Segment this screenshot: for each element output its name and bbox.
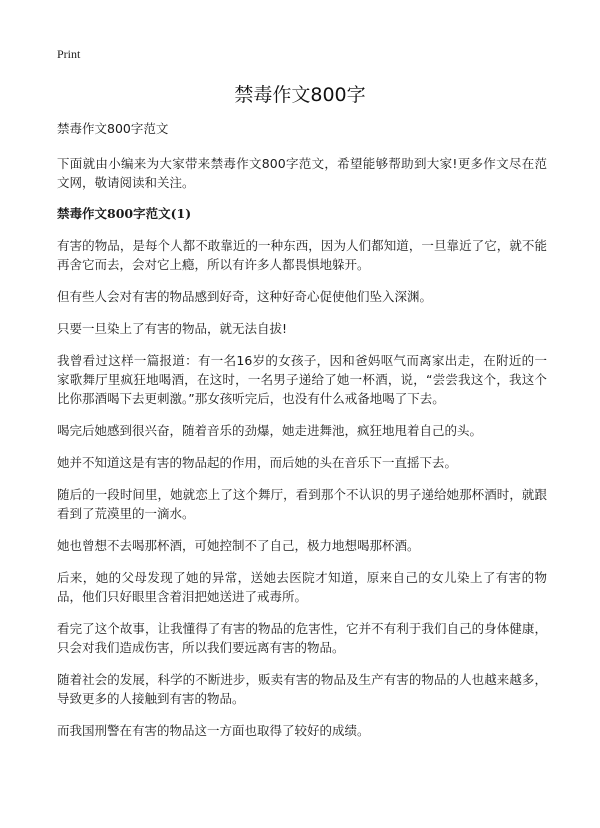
paragraph: 随后的一段时间里，她就恋上了这个舞厅，看到那个不认识的男子递给她那杯酒时，就跟看到了荒漠里的一滴水。 <box>57 487 547 521</box>
paragraph: 她也曾想不去喝那杯酒，可她控制不了自己，极力地想喝那杯酒。 <box>57 538 420 553</box>
page-title: 禁毒作文800字 <box>234 84 366 106</box>
paragraph: 她并不知道这是有害的物品起的作用，而后她的头在音乐下一直摇下去。 <box>57 455 458 470</box>
paragraph: 我曾看过这样一篇报道：有一名16岁的女孩子，因和爸妈呕气而离家出走，在附近的一家歌舞厅里疯狂地喝酒，在这时，一名男子递给了她一杯酒，说，“尝尝我这个，我这个比你那酒喝下去更刺激。”那女孩听完后，也没有什么戒备地喝了下去。 <box>57 353 547 406</box>
paragraph: 喝完后她感到很兴奋，随着音乐的劲爆，她走进舞池，疯狂地甩着自己的头。 <box>57 423 483 438</box>
paragraph: 后来，她的父母发现了她的异常，送她去医院才知道，原来自己的女儿染上了有害的物品，他们只好眼里含着泪把她送进了戒毒所。 <box>57 570 547 604</box>
intro-paragraph: 下面就由小编来为大家带来禁毒作文800字范文，希望能够帮助到大家!更多作文尽在范文网，敬请阅读和关注。 <box>57 156 547 190</box>
article-body <box>57 120 547 753</box>
paragraph: 随着社会的发展，科学的不断进步，贩卖有害的物品及生产有害的物品的人也越来越多，导致更多的人接触到有害的物品。 <box>57 672 547 706</box>
paragraph: 只要一旦染上了有害的物品，就无法自拔! <box>57 321 288 336</box>
paragraph: 但有些人会对有害的物品感到好奇，这种好奇心促使他们坠入深渊。 <box>57 289 433 304</box>
article-subtitle: 禁毒作文800字范文 <box>57 121 169 136</box>
print-link[interactable]: Print <box>57 47 81 61</box>
paragraph: 有害的物品，是每个人都不敢靠近的一种东西，因为人们都知道，一旦靠近了它，就不能再舍它而去，会对它上瘾，所以有许多人都畏惧地躲开。 <box>57 238 547 272</box>
paragraph: 看完了这个故事，让我懂得了有害的物品的危害性，它并不有利于我们自己的身体健康，只会对我们造成伤害，所以我们要远离有害的物品。 <box>57 621 547 655</box>
paragraph: 而我国刑警在有害的物品这一方面也取得了较好的成绩。 <box>57 723 370 738</box>
section-heading: 禁毒作文800字范文(1) <box>57 206 192 221</box>
